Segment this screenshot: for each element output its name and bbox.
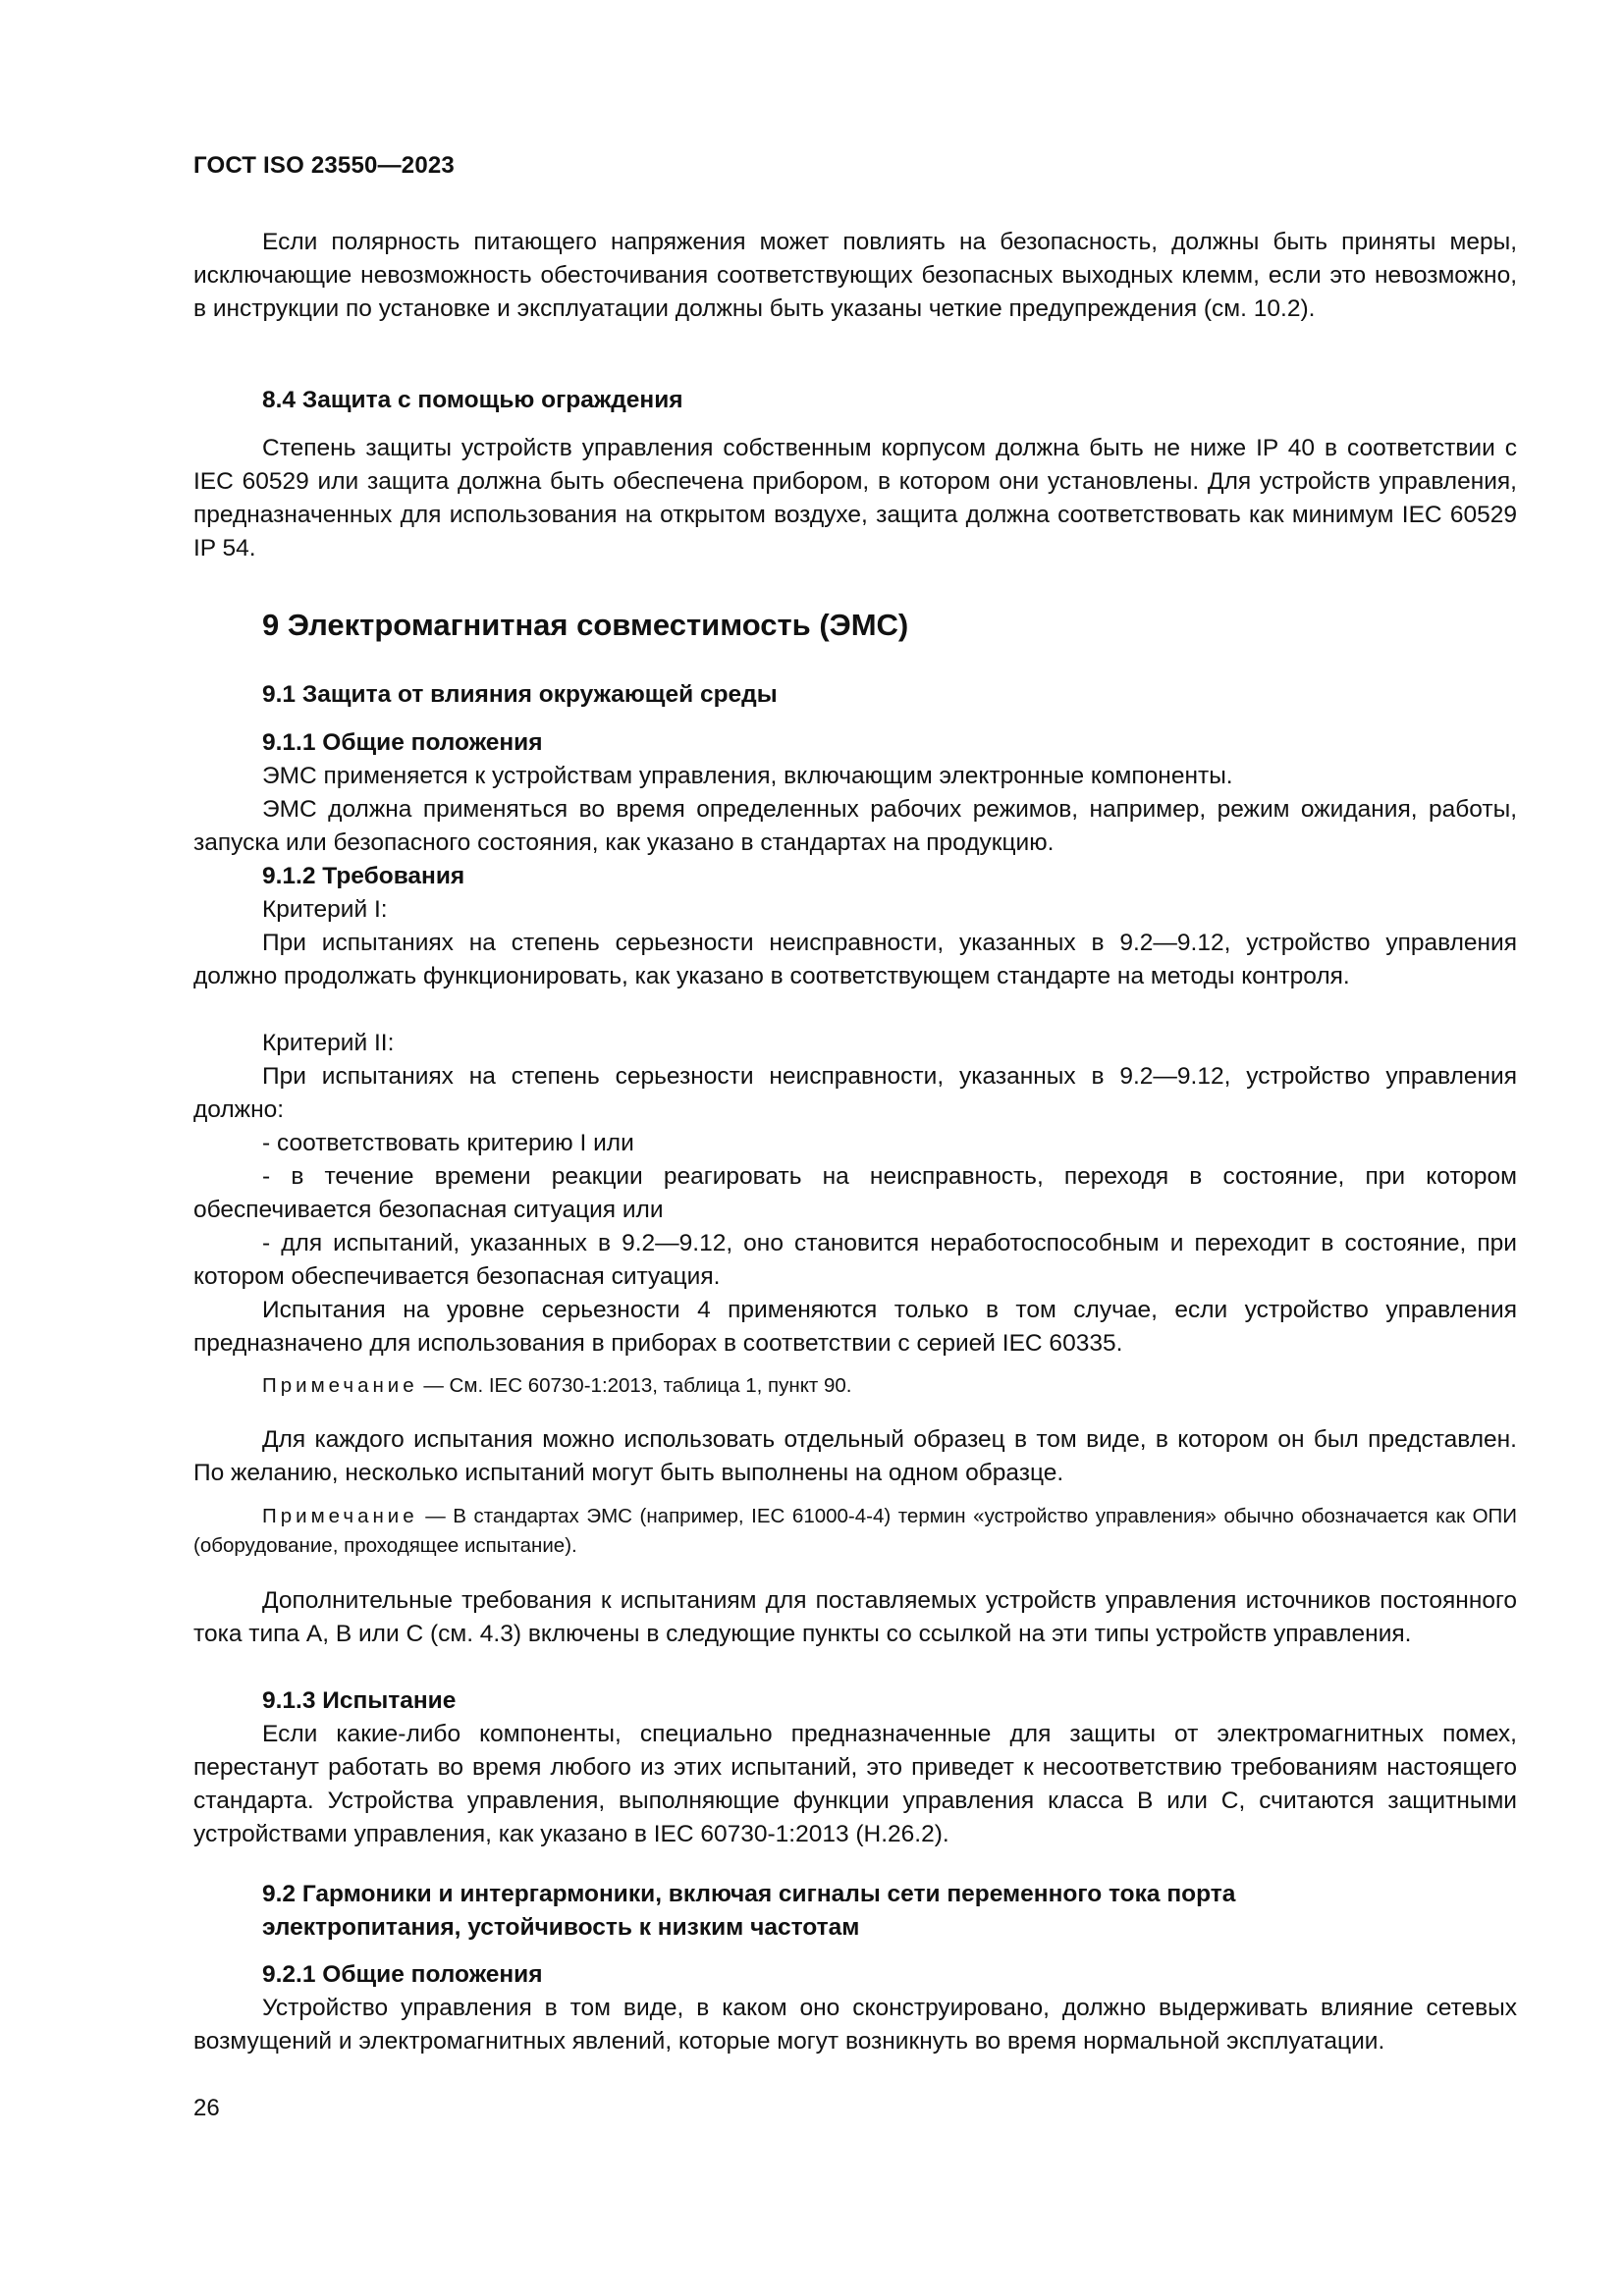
heading-9-1-3: 9.1.3 Испытание bbox=[262, 1687, 457, 1714]
paragraph-9-2-1: Устройство управления в том виде, в каком оно сконструировано, должно выдерживать влияние сетевых возмущений и электромагнитных явлений, которые могут возникнуть во время нормальной эксплуатации. bbox=[193, 1995, 1517, 2055]
paragraph-8-4: Степень защиты устройств управления собственным корпусом должна быть не ниже IP 40 в соответствии с IEC 60529 или защита должна быть обеспечена прибором, в котором они установлены. Для устройств управления, предназначенных для использования на открытом воздухе, защита должна соответствовать как минимум IEC 60529 IP 54. bbox=[193, 435, 1517, 561]
note-1-text: — См. IEC 60730-1:2013, таблица 1, пункт 90. bbox=[417, 1374, 852, 1397]
paragraph-9-1-3: Если какие-либо компоненты, специально предназначенные для защиты от электромагнитных помех, перестанут работать во время любого из этих испытаний, это приведет к несоответствию требованиям настоящего стандарта. Устройства управления, выполняющие функции управления класса B или C, считаются защитными устройствами управления, как указано в IEC 60730-1:2013 (H.26.2). bbox=[193, 1721, 1517, 1847]
paragraph-sample: Для каждого испытания можно использовать отдельный образец в том виде, в котором он был представлен. По желанию, несколько испытаний могут быть выполнены на одном образце. bbox=[193, 1426, 1517, 1486]
heading-9: 9 Электромагнитная совместимость (ЭМС) bbox=[262, 608, 909, 642]
note-2-text: — В стандартах ЭМС (например, IEC 61000-4-4) термин «устройство управления» обычно обозначается как ОПИ (оборудование, проходящее испытание). bbox=[193, 1505, 1517, 1557]
note-label: Примечание bbox=[262, 1374, 418, 1397]
note-2 bbox=[193, 1502, 1517, 1561]
heading-9-2 bbox=[193, 1878, 1517, 1945]
paragraph-level-4: Испытания на уровне серьезности 4 применяются только в том случае, если устройство управления предназначено для использования в приборах в соответствии с серией IEC 60335. bbox=[193, 1297, 1517, 1357]
paragraph-additional: Дополнительные требования к испытаниям для поставляемых устройств управления источников постоянного тока типа A, B или C (см. 4.3) включены в следующие пункты со ссылкой на эти типы устройств управления. bbox=[193, 1587, 1517, 1647]
heading-9-2-line-1: 9.2 Гармоники и интергармоники, включая сигналы сети переменного тока порта bbox=[262, 1881, 1236, 1907]
heading-9-1-1: 9.1.1 Общие положения bbox=[262, 729, 543, 756]
criterion-2-label: Критерий II: bbox=[262, 1030, 395, 1056]
page-number: 26 bbox=[193, 2095, 220, 2121]
paragraph-polarity: Если полярность питающего напряжения может повлиять на безопасность, должны быть приняты меры, исключающие невозможность обесточивания соответствующих безопасных выходных клемм, если это невозможно, в инструкции по установке и эксплуатации должны быть указаны четкие предупреждения (см. 10.2). bbox=[193, 229, 1517, 322]
criterion-1-label: Критерий I: bbox=[262, 896, 388, 923]
list-item-3: - для испытаний, указанных в 9.2—9.12, оно становится неработоспособным и переходит в состояние, при котором обеспечивается безопасная ситуация. bbox=[193, 1230, 1517, 1290]
heading-9-1: 9.1 Защита от влияния окружающей среды bbox=[262, 681, 778, 708]
list-item-2: - в течение времени реакции реагировать на неисправность, переходя в состояние, при котором обеспечивается безопасная ситуация или bbox=[193, 1163, 1517, 1223]
document-header: ГОСТ ISO 23550—2023 bbox=[193, 152, 455, 179]
note-label: Примечание bbox=[262, 1505, 418, 1527]
criterion-1-text: При испытаниях на степень серьезности неисправности, указанных в 9.2—9.12, устройство управления должно продолжать функционировать, как указано в соответствующем стандарте на методы контроля. bbox=[193, 930, 1517, 989]
heading-9-2-line-2: электропитания, устойчивость к низким частотам bbox=[262, 1914, 860, 1941]
heading-8-4: 8.4 Защита с помощью ограждения bbox=[262, 387, 683, 413]
heading-9-1-2: 9.1.2 Требования bbox=[262, 863, 465, 889]
paragraph-9-1-1-b: ЭМС должна применяться во время определенных рабочих режимов, например, режим ожидания, работы, запуска или безопасного состояния, как указано в стандартах на продукцию. bbox=[193, 796, 1517, 856]
list-item-1: - соответствовать критерию I или bbox=[262, 1130, 634, 1156]
criterion-2-text: При испытаниях на степень серьезности неисправности, указанных в 9.2—9.12, устройство управления должно: bbox=[193, 1063, 1517, 1123]
paragraph-9-1-1-a: ЭМС применяется к устройствам управления, включающим электронные компоненты. bbox=[262, 763, 1233, 789]
heading-9-2-1: 9.2.1 Общие положения bbox=[262, 1961, 543, 1988]
note-1 bbox=[193, 1371, 1517, 1401]
